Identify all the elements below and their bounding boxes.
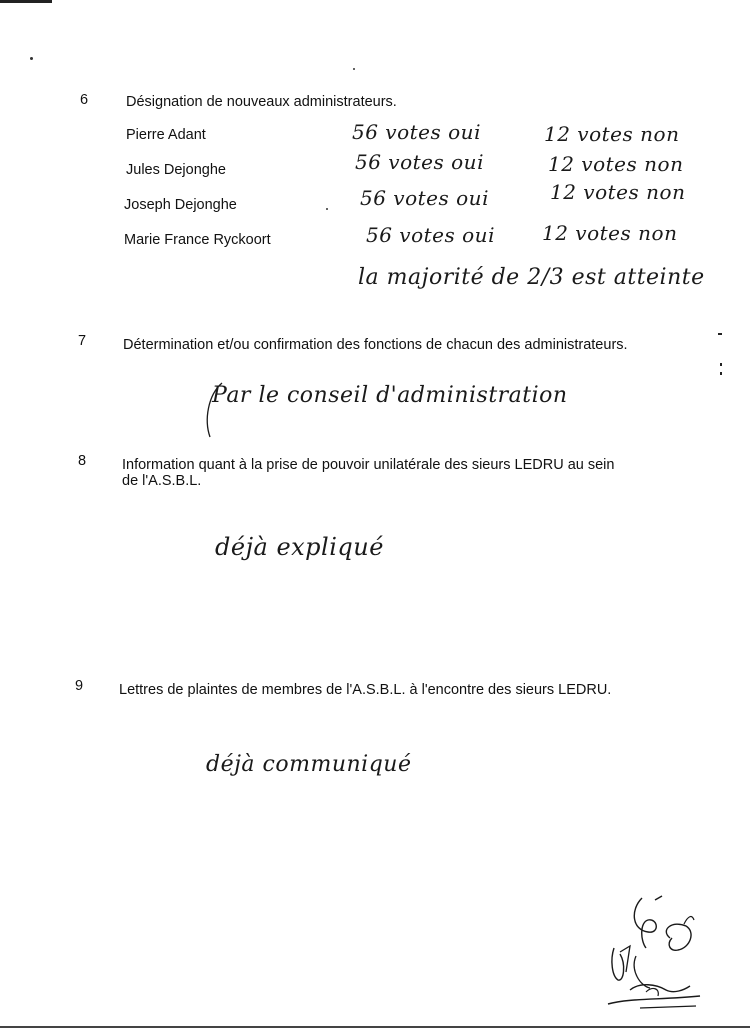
candidate-yes-votes: 56 votes oui	[360, 186, 489, 210]
candidate-no-votes: 12 votes non	[550, 180, 686, 204]
scan-speck	[326, 208, 328, 210]
item-9-title: Lettres de plaintes de membres de l'A.S.B.L. à l'encontre des sieurs LEDRU.	[119, 682, 612, 698]
item-8-number: 8	[78, 453, 87, 469]
item-6-title: Désignation de nouveaux administrateurs.	[126, 94, 397, 110]
candidate-yes-votes: 56 votes oui	[352, 120, 481, 144]
scan-edge-top	[0, 0, 52, 3]
item-7-title: Détermination et/ou confirmation des fonctions de chacun des administrateurs.	[123, 337, 628, 353]
item-8-title-line-1: Information quant à la prise de pouvoir unilatérale des sieurs LEDRU au sein	[122, 457, 615, 473]
candidate-yes-votes: 56 votes oui	[366, 223, 495, 247]
candidate-yes-votes: 56 votes oui	[355, 150, 484, 174]
signature-block	[600, 890, 710, 1020]
scan-edge-bottom	[0, 1026, 750, 1028]
item-6-number: 6	[80, 92, 89, 108]
scan-mark-right	[720, 363, 722, 366]
item-7-number: 7	[78, 333, 87, 349]
candidate-name: Marie France Ryckoort	[124, 232, 271, 248]
candidate-no-votes: 12 votes non	[542, 221, 678, 245]
scan-mark-right	[720, 372, 722, 375]
item-9-handwritten-note: déjà communiqué	[206, 752, 412, 777]
candidate-name: Jules Dejonghe	[126, 162, 226, 178]
scan-speck	[353, 68, 355, 70]
item-6-handwritten-note: la majorité de 2/3 est atteinte	[358, 265, 705, 290]
item-7-handwritten-note: Par le conseil d'administration	[212, 383, 568, 408]
candidate-name: Joseph Dejonghe	[124, 197, 237, 213]
item-9-number: 9	[75, 678, 84, 694]
candidate-no-votes: 12 votes non	[544, 122, 680, 146]
pen-stroke	[200, 375, 240, 445]
scan-speck	[30, 57, 33, 60]
candidate-name: Pierre Adant	[126, 127, 206, 143]
candidate-no-votes: 12 votes non	[548, 152, 684, 176]
item-8-title-line-2: de l'A.S.B.L.	[122, 473, 202, 489]
scan-mark-right	[718, 333, 722, 335]
item-8-handwritten-note: déjà expliqué	[215, 533, 384, 561]
